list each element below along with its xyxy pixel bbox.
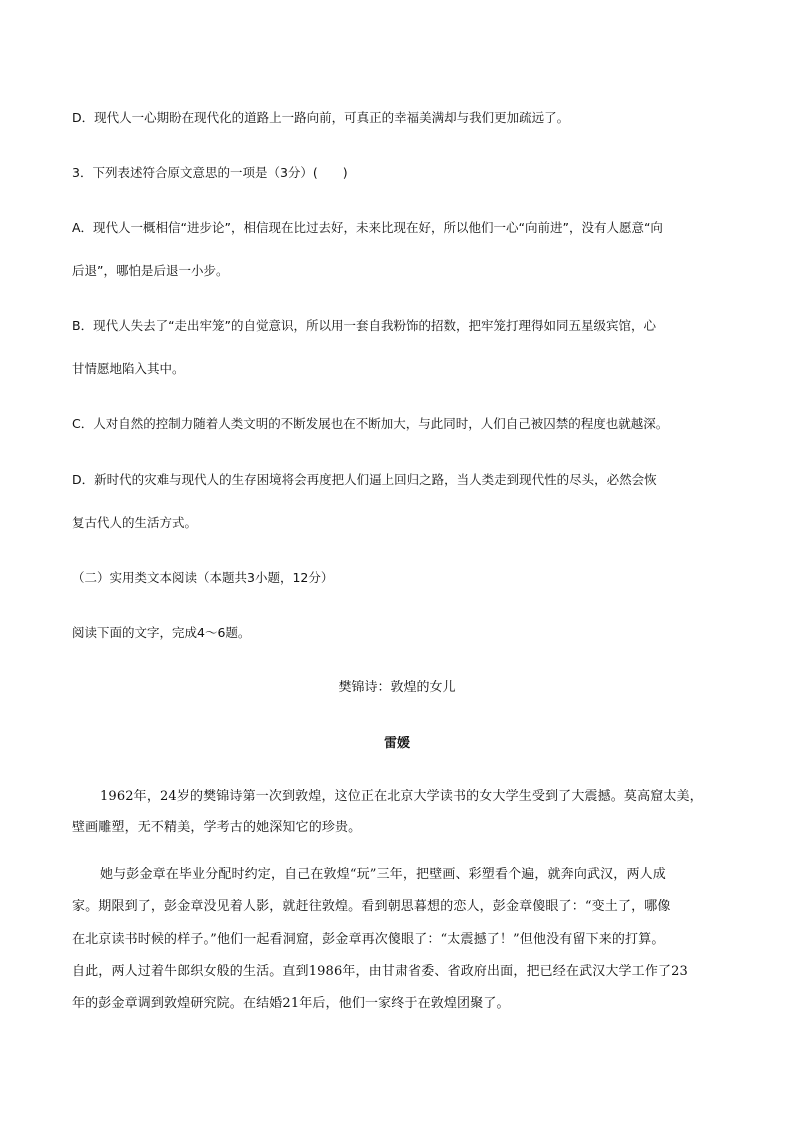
option-c: C．人对自然的控制力随着人类文明的不断发展也在不断加大，与此同时，人们自己被囚禁的程度也就越深。 xyxy=(72,416,669,431)
option-d-line-2: 复古代人的生活方式。 xyxy=(72,515,198,530)
option-d-line-1: D．新时代的灾难与现代人的生存困境将会再度把人们逼上回归之路，当人类走到现代性的尽头，必然会恢 xyxy=(72,472,657,487)
section-heading: （二）实用类文本阅读（本题共3小题，12分） xyxy=(72,570,334,585)
option-b-line-1: B．现代人失去了“走出牢笼”的自觉意识，所以用一套自我粉饰的招数，把牢笼打理得如同五星级宾馆，心 xyxy=(72,318,657,333)
article-author: 雷媛 xyxy=(383,736,410,751)
paragraph-2-line-3: 在北京读书时候的样子。”他们一起看洞窟，彭金章再次傻眼了：“太震撼了！”但他没有留下来的打算。 xyxy=(72,932,665,947)
option-d-q2: D．现代人一心期盼在现代化的道路上一路向前，可真正的幸福美满却与我们更加疏远了。 xyxy=(72,110,570,125)
option-a-line-2: 后退”，哪怕是后退一小步。 xyxy=(72,263,229,278)
option-b-line-2: 甘情愿地陷入其中。 xyxy=(72,361,185,376)
paragraph-1-line-1: 1962年，24岁的樊锦诗第一次到敦煌，这位正在北京大学读书的女大学生受到了大震撼。莫高窟太美， xyxy=(100,789,703,804)
option-a-line-1: A．现代人一概相信“进步论”，相信现在比过去好，未来比现在好，所以他们一心“向前进”，没有人愿意“向 xyxy=(72,220,663,235)
reading-instruction: 阅读下面的文字，完成4～6题。 xyxy=(72,625,251,640)
paragraph-2-line-1: 她与彭金章在毕业分配时约定，自己在敦煌“玩”三年，把壁画、彩塑看个遍，就奔向武汉，两人成 xyxy=(100,867,666,882)
paragraph-2-line-2: 家。期限到了，彭金章没见着人影，就赶往敦煌。看到朝思暮想的恋人，彭金章傻眼了：“变土了，哪像 xyxy=(72,899,671,914)
paragraph-1-line-2: 壁画雕塑，无不精美，学考古的她深知它的珍贵。 xyxy=(72,820,362,835)
paragraph-2-line-5: 年的彭金章调到敦煌研究院。在结婚21年后，他们一家终于在敦煌团聚了。 xyxy=(72,996,510,1011)
paragraph-2-line-4: 自此，两人过着牛郎织女般的生活。直到1986年，由甘肃省委、省政府出面，把已经在武汉大学工作了23 xyxy=(72,964,688,979)
article-title: 樊锦诗：敦煌的女儿 xyxy=(338,680,456,695)
question-3: 3．下列表述符合原文意思的一项是（3分）( ) xyxy=(72,165,348,180)
